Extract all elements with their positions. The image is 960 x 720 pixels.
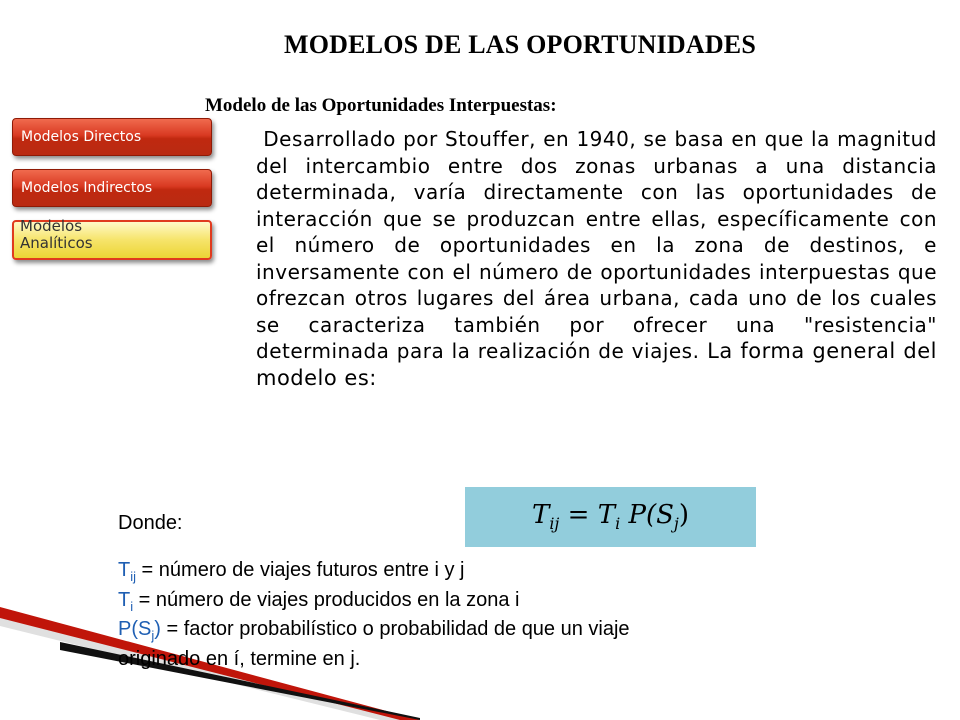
definition-psj [118,618,818,648]
donde-label: Donde: [118,512,183,534]
formula-equals: = [559,500,598,531]
formula-lhs-sub: ij [549,514,560,534]
psj-close: ) [154,618,161,640]
ti-symbol: T [118,588,131,611]
formula-close: ) [678,500,690,531]
blank-line [118,536,818,560]
nav-label-analiticos [20,218,93,252]
ti-subscript: i [130,598,134,614]
formula-p: P(S [620,500,674,531]
description-main: Desarrollado por Stouffer, en 1940, se basa en que la magnitud del intercambio entre dos zonas urbanas a una distancia determinada, varía directamente con las oportunidades de interacción que se produzcan entre ellas, específicamente con el número de oportunidades en la zona de destinos, e inversamente con el número de oportunidades interpuestas que ofrezcan otros lugares del área urbana, cada uno de los cuales se caracteriza también por ofrecer una "resistencia" determinada para la realización de viajes. [256,127,937,363]
formula-t: T [597,500,616,531]
formula-t-sub: i [615,514,621,534]
ti-text: = número de viajes producidos en la zona i [133,588,520,611]
nav-button-modelos-directos[interactable] [12,118,212,156]
nav-label-indirectos: Modelos Indirectos [21,180,153,196]
nav-button-modelos-analiticos[interactable] [12,217,212,260]
tij-subscript: ij [130,569,136,584]
psj-text: = factor probabilístico o probabilidad de que un viaje [160,618,630,640]
formula-p-sub: j [673,514,679,534]
nav-button-modelos-indirectos[interactable] [12,169,212,207]
tij-text: = número de viajes futuros entre i y j [136,559,465,581]
section-subtitle: Modelo de las Oportunidades Interpuestas: [205,95,557,116]
nav-label-analiticos-line2: Analíticos [20,234,93,252]
description-tail: La forma general del modelo es: [256,339,937,390]
variable-definitions [118,512,818,671]
definition-tij [118,559,818,589]
definition-ti [118,589,818,619]
tij-symbol: T [118,559,131,581]
nav-label-analiticos-line1: Modelos [20,217,83,235]
nav-label-directos: Modelos Directos [21,129,142,145]
model-description [256,126,937,391]
page-title: MODELOS DE LAS OPORTUNIDADES [283,30,757,59]
psj-symbol: P(S [118,618,152,640]
definition-psj-continued: originado en í, termine en j. [118,647,361,670]
formula-lhs: T [531,500,550,531]
psj-subscript: j [151,628,155,643]
